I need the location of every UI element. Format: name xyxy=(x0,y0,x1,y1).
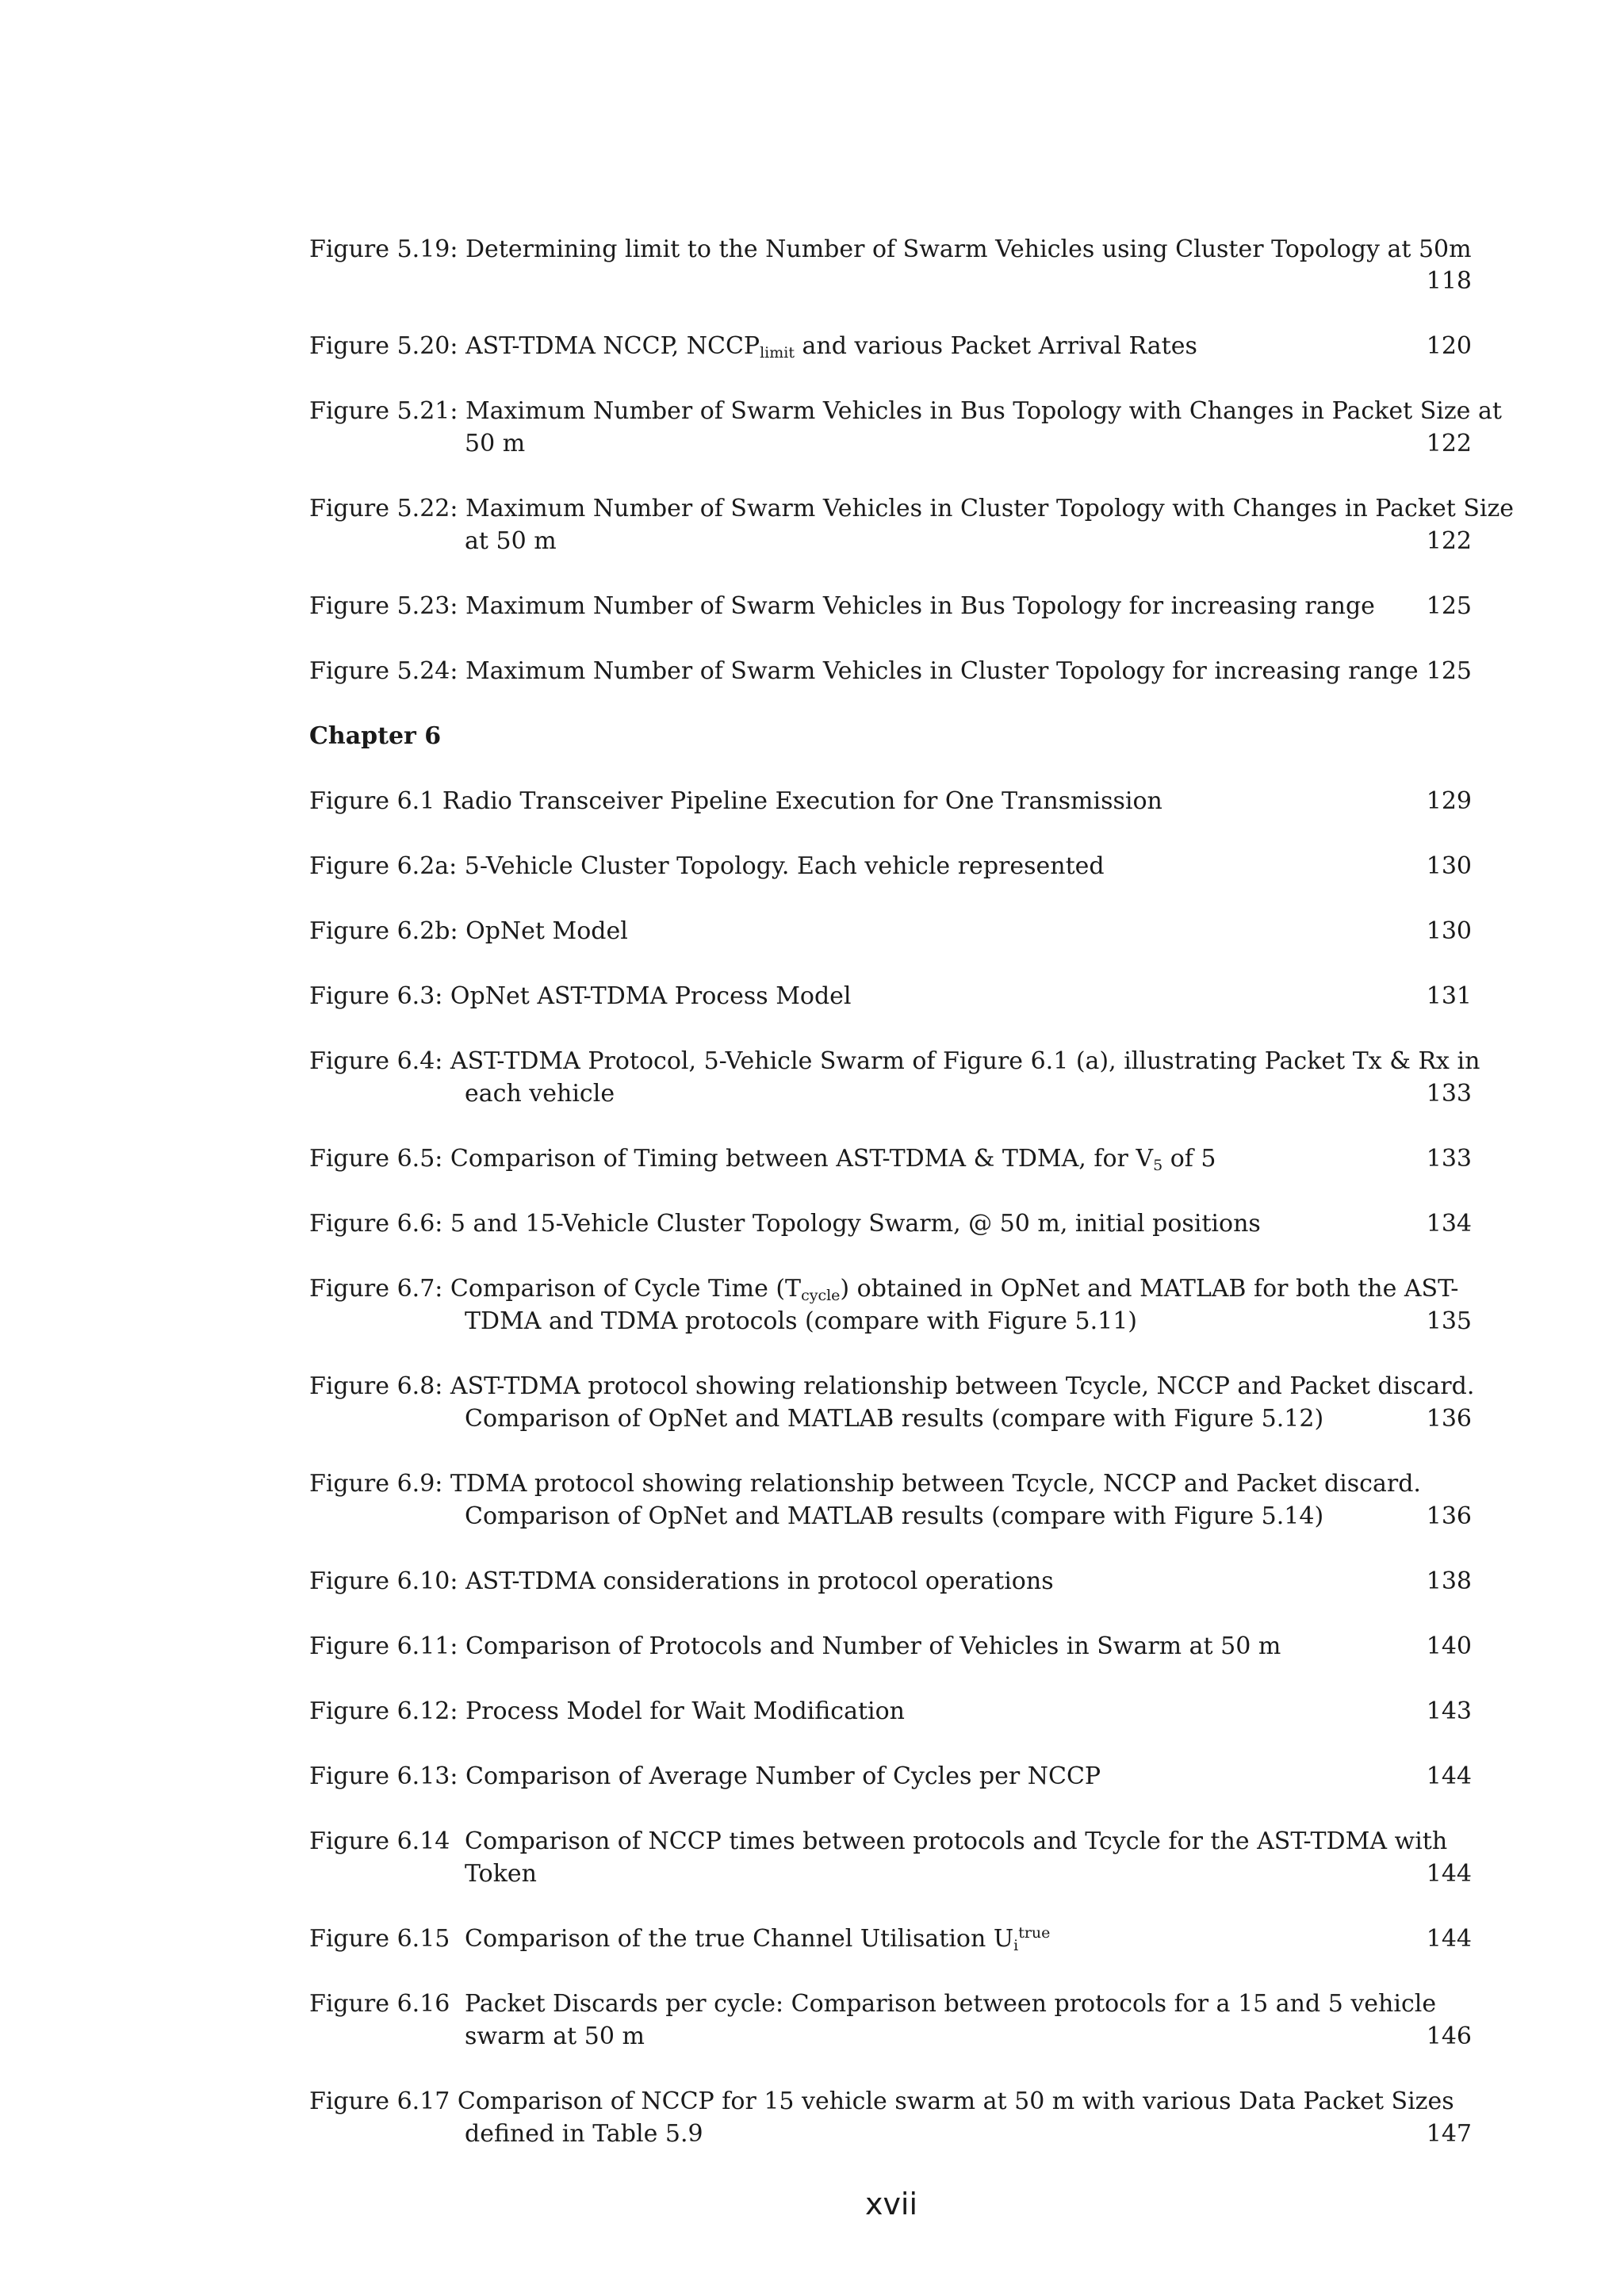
figure-label: Figure 6.15 xyxy=(309,1925,450,1953)
list-of-figures-entry: Figure 6.8: AST-TDMA protocol showing relationship between Tcycle, NCCP and Packet discard. xyxy=(309,1372,1475,1400)
figure-label: Figure 6.14 xyxy=(309,1827,450,1855)
list-of-figures-entry: Figure 6.4: AST-TDMA Protocol, 5-Vehicle Swarm of Figure 6.1 (a), illustrating Packet Tx & Rx in xyxy=(309,1047,1480,1075)
list-of-figures-entry: Figure 6.16 Packet Discards per cycle: Comparison between protocols for a 15 and 5 vehicle xyxy=(309,1987,1467,2022)
subscript: 5 xyxy=(1153,1157,1163,1174)
page-number: 130 xyxy=(1426,852,1472,880)
page-number: 133 xyxy=(1426,1080,1472,1108)
page-number: 144 xyxy=(1426,1762,1472,1790)
list-of-figures-entry: Figure 5.20: AST-TDMA NCCP, $NCCP_{limit}$ and various Packet Arrival Rates xyxy=(309,332,1197,362)
list-of-figures-entry: Figure 5.19: Determining limit to the Number of Swarm Vehicles using Cluster Topology at 50m xyxy=(309,235,1472,263)
page-number: 147 xyxy=(1426,2120,1472,2148)
entry-continuation: 50 m xyxy=(465,430,526,457)
chapter-heading: Chapter 6 xyxy=(309,722,442,750)
list-of-figures-entry: Figure 5.22: Maximum Number of Swarm Vehicles in Cluster Topology with Changes in Packet Size xyxy=(309,495,1515,522)
page-number: 144 xyxy=(1426,1925,1472,1953)
page-number: 134 xyxy=(1426,1210,1472,1238)
entry-continuation: each vehicle xyxy=(465,1080,615,1108)
page-number: 125 xyxy=(1426,657,1472,685)
page-number: 129 xyxy=(1426,787,1472,815)
list-of-figures-entry: Figure 6.9: TDMA protocol showing relationship between Tcycle, NCCP and Packet discard. xyxy=(309,1470,1421,1498)
list-of-figures-entry: Figure 6.15 Comparison of the true Channel Utilisation $U_i^{true}$ xyxy=(309,1922,1467,1957)
page-number: 130 xyxy=(1426,917,1472,945)
list-of-figures-entry: Figure 6.2a: 5-Vehicle Cluster Topology. Each vehicle represented xyxy=(309,852,1105,880)
list-of-figures-entry: Figure 6.11: Comparison of Protocols and Number of Vehicles in Swarm at 50 m xyxy=(309,1632,1281,1660)
entry-continuation: TDMA and TDMA protocols (compare with Figure 5.11) xyxy=(465,1307,1138,1335)
page-number: 144 xyxy=(1426,1860,1472,1888)
page-number: 122 xyxy=(1426,527,1472,555)
list-of-figures-entry: Figure 5.23: Maximum Number of Swarm Vehicles in Bus Topology for increasing range xyxy=(309,592,1375,620)
superscript: true xyxy=(1018,1924,1051,1942)
page-number: 146 xyxy=(1426,2022,1472,2050)
page-number: 140 xyxy=(1426,1632,1472,1660)
entry-continuation: Comparison of OpNet and MATLAB results (compare with Figure 5.14) xyxy=(465,1502,1324,1530)
list-of-figures-entry: Figure 6.2b: OpNet Model xyxy=(309,917,628,945)
subscript: i xyxy=(1013,1937,1019,1954)
page-number: 135 xyxy=(1426,1307,1472,1335)
page-number: 136 xyxy=(1426,1405,1472,1433)
page-number: 125 xyxy=(1426,592,1472,620)
page-number: 143 xyxy=(1426,1697,1472,1725)
figure-label: Figure 6.16 xyxy=(309,1990,450,2018)
entry-continuation: swarm at 50 m xyxy=(465,2022,645,2050)
page-number: 122 xyxy=(1426,430,1472,457)
list-of-figures-entry: Figure 6.17 Comparison of NCCP for 15 vehicle swarm at 50 m with various Data Packet Sizes xyxy=(309,2087,1454,2115)
subscript: limit xyxy=(760,344,795,362)
page-number: 120 xyxy=(1426,332,1472,360)
page-number: 138 xyxy=(1426,1567,1472,1595)
list-of-figures-entry: Figure 6.10: AST-TDMA considerations in protocol operations xyxy=(309,1567,1054,1595)
page-number: 136 xyxy=(1426,1502,1472,1530)
entry-continuation: Comparison of OpNet and MATLAB results (compare with Figure 5.12) xyxy=(465,1405,1324,1433)
subscript: cycle xyxy=(801,1287,841,1304)
page-folio: xvii xyxy=(864,2187,918,2221)
list-of-figures-entry: Figure 5.21: Maximum Number of Swarm Vehicles in Bus Topology with Changes in Packet Size at xyxy=(309,397,1502,425)
list-of-figures-entry: Figure 6.5: Comparison of Timing between AST-TDMA & TDMA, for $V_5$ of 5 xyxy=(309,1145,1216,1174)
list-of-figures-entry: Figure 6.6: 5 and 15-Vehicle Cluster Topology Swarm, @ 50 m, initial positions xyxy=(309,1210,1261,1238)
page-number: 131 xyxy=(1426,982,1472,1010)
entry-continuation: defined in Table 5.9 xyxy=(465,2120,703,2148)
list-of-figures-entry: Figure 6.3: OpNet AST-TDMA Process Model xyxy=(309,982,852,1010)
entry-continuation: at 50 m xyxy=(465,527,557,555)
list-of-figures-entry: Figure 6.7: Comparison of Cycle Time $(T_{cycle})$ obtained in OpNet and MATLAB for both the AST- xyxy=(309,1275,1459,1304)
list-of-figures-entry: Figure 6.12: Process Model for Wait Modification xyxy=(309,1697,905,1725)
page-number: 118 xyxy=(1426,267,1472,295)
list-of-figures-entry: Figure 6.1 Radio Transceiver Pipeline Execution for One Transmission xyxy=(309,787,1162,815)
page-number: 133 xyxy=(1426,1145,1472,1173)
entry-continuation: Token xyxy=(465,1860,537,1888)
list-of-figures-entry: Figure 6.14 Comparison of NCCP times between protocols and Tcycle for the AST-TDMA with xyxy=(309,1824,1467,1859)
list-of-figures-entry: Figure 5.24: Maximum Number of Swarm Vehicles in Cluster Topology for increasing range xyxy=(309,657,1419,685)
list-of-figures-entry: Figure 6.13: Comparison of Average Number of Cycles per NCCP xyxy=(309,1762,1101,1790)
